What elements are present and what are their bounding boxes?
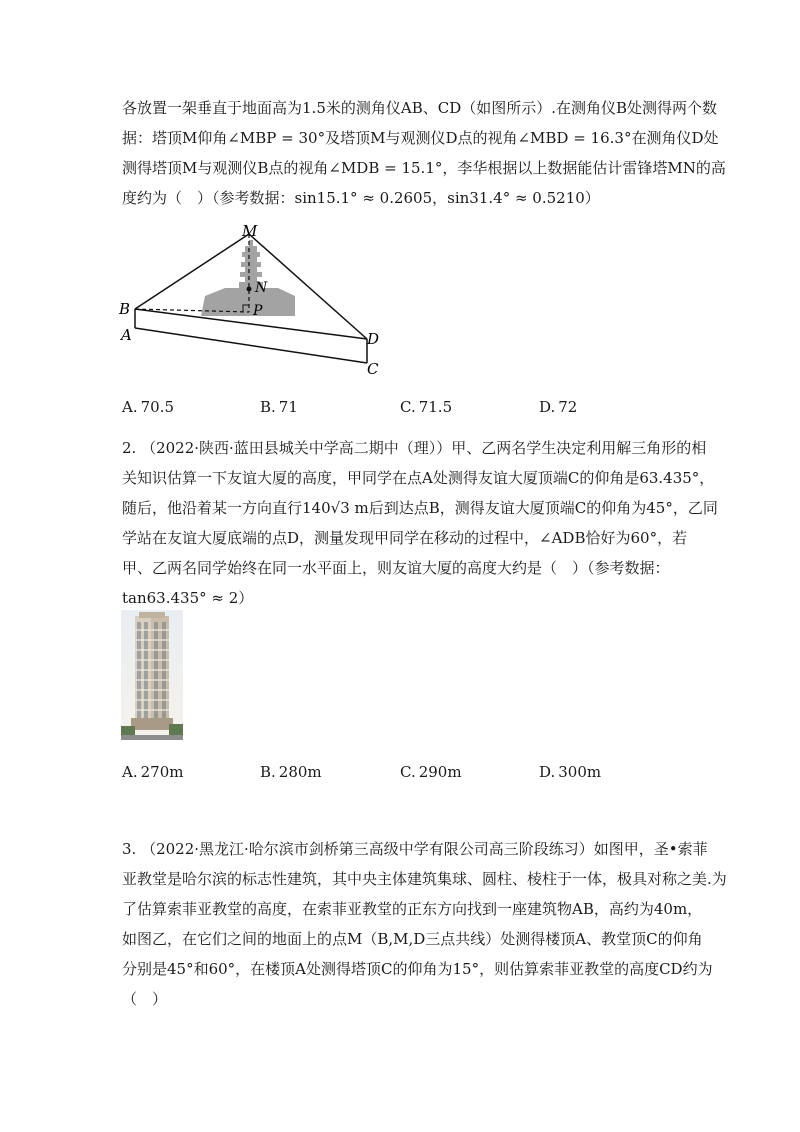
- option-key: C.: [400, 398, 416, 416]
- option-key: B.: [260, 398, 276, 416]
- q1-options: [122, 398, 722, 422]
- building-photo: [121, 610, 183, 740]
- q2-option-b[interactable]: [260, 763, 325, 781]
- label-B: B: [119, 300, 131, 318]
- option-key: D.: [539, 763, 556, 781]
- option-text: 280m: [278, 763, 322, 781]
- q1-line: 测得塔顶M与观测仪B点的视角∠MDB = 15.1°，李华根据以上数据能估计雷锋塔MN的高: [122, 159, 726, 177]
- label-C: C: [367, 360, 379, 378]
- q1-option-d[interactable]: [539, 398, 580, 416]
- q1-option-a[interactable]: [122, 398, 177, 416]
- q3-line: 亚教堂是哈尔滨的标志性建筑，其中央主体建筑集球、圆柱、棱柱于一体，极具对称之美.为: [122, 870, 727, 888]
- label-A: A: [121, 326, 132, 344]
- q2-option-a[interactable]: [122, 763, 186, 781]
- label-N: N: [255, 280, 268, 296]
- q1-option-b[interactable]: [260, 398, 301, 416]
- q2-line: 甲、乙两名同学始终在同一水平面上，则友谊大厦的高度大约是（ ）（参考数据：: [122, 559, 670, 577]
- option-text: 72: [558, 398, 578, 416]
- option-text: 71: [278, 398, 298, 416]
- label-M: M: [242, 222, 258, 240]
- option-text: 70.5: [140, 398, 175, 416]
- q3-line: 分别是45°和60°，在楼顶A处测得塔顶C的仰角为15°，则估算索菲亚教堂的高度CD约为: [122, 960, 713, 978]
- q2-line: tan63.435° ≈ 2）: [122, 589, 254, 607]
- q1-pyramid-figure: [115, 222, 395, 382]
- q2-line: 关知识估算一下友谊大厦的高度，甲同学在点A处测得友谊大厦顶端C的仰角是63.435°，: [122, 469, 715, 487]
- q1-line: 度约为（ ）（参考数据：sin15.1° ≈ 0.2605，sin31.4° ≈ 0.5210）: [122, 189, 600, 207]
- q2-line: 学站在友谊大厦底端的点D，测量发现甲同学在移动的过程中，∠ADB恰好为60°，若: [122, 529, 688, 547]
- option-text: 71.5: [418, 398, 453, 416]
- option-text: 270m: [140, 763, 184, 781]
- option-key: A.: [122, 398, 138, 416]
- q3-line: 3. （2022·黑龙江·哈尔滨市剑桥第三高级中学有限公司高三阶段练习）如图甲，圣•索菲: [122, 840, 708, 858]
- q3-line: （ ）: [122, 990, 168, 1008]
- q3-line: 如图乙，在它们之间的地面上的点M（B,M,D三点共线）处测得楼顶A、教堂顶C的仰角: [122, 930, 703, 948]
- option-key: C.: [400, 763, 416, 781]
- q3-text: [122, 834, 727, 1014]
- q2-options: [122, 763, 722, 787]
- q2-text: [122, 433, 722, 613]
- option-text: 300m: [558, 763, 602, 781]
- q1-option-c[interactable]: [400, 398, 455, 416]
- q1-line: 各放置一架垂直于地面高为1.5米的测角仪AB、CD（如图所示）.在测角仪B处测得两个数: [122, 99, 718, 117]
- q2-line: 随后，他沿着某一方向直行140√3 m后到达点B，测得友谊大厦顶端C的仰角为45°，乙同: [122, 499, 718, 517]
- q1-line: 据：塔顶M仰角∠MBP = 30°及塔顶M与观测仪D点的视角∠MBD = 16.3°在测角仪D处: [122, 129, 719, 147]
- label-P: P: [253, 303, 263, 319]
- label-D: D: [367, 330, 380, 348]
- option-key: A.: [122, 763, 138, 781]
- q1-text: [122, 93, 726, 213]
- option-key: D.: [539, 398, 556, 416]
- q2-line: 2. （2022·陕西·蓝田县城关中学高二期中（理））甲、乙两名学生决定利用解三角形的相: [122, 439, 707, 457]
- q2-option-c[interactable]: [400, 763, 465, 781]
- option-text: 290m: [418, 763, 462, 781]
- option-key: B.: [260, 763, 276, 781]
- q2-option-d[interactable]: [539, 763, 604, 781]
- q3-line: 了估算索菲亚教堂的高度，在索菲亚教堂的正东方向找到一座建筑物AB，高约为40m，: [122, 900, 703, 918]
